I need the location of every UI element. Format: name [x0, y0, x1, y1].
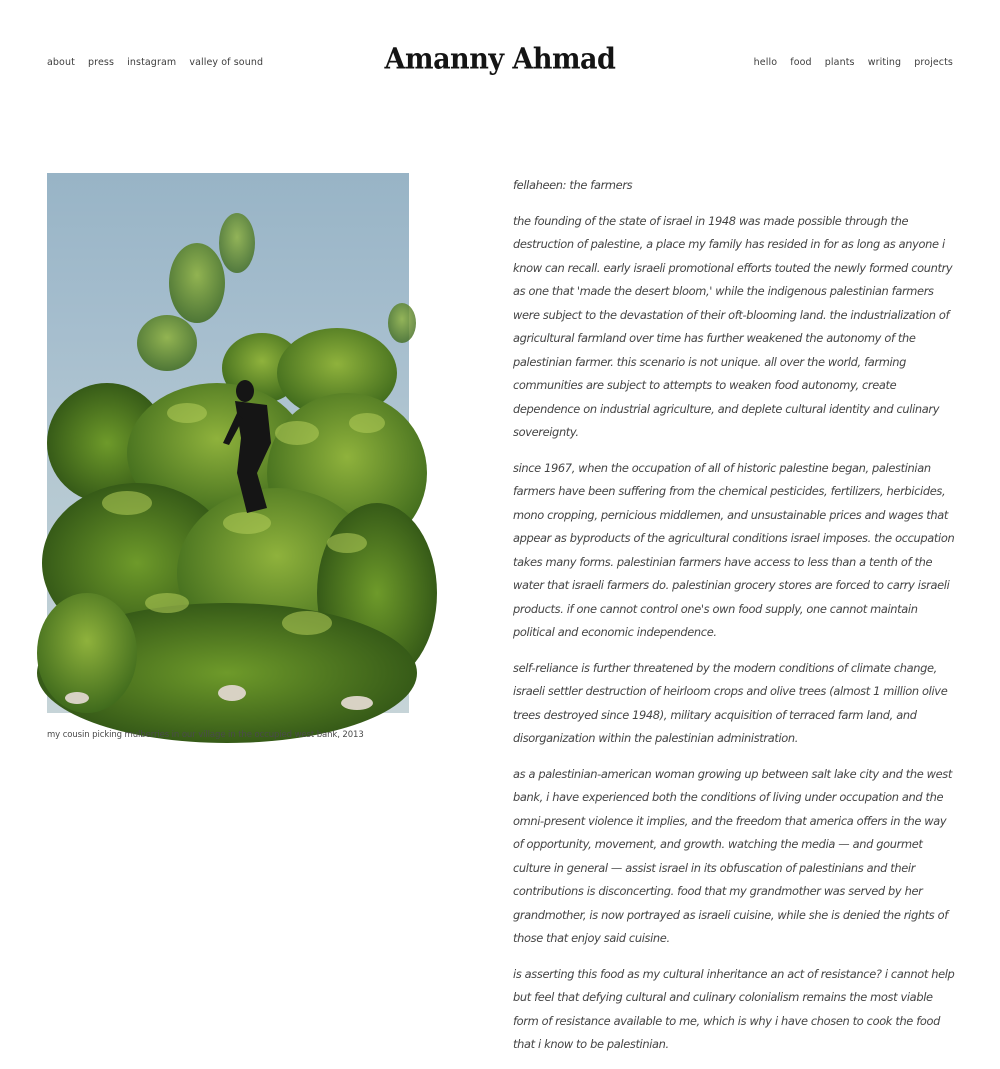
photo-caption: my cousin picking mulberries in our village in the occupied west bank, 2013	[47, 730, 364, 740]
site-header	[0, 0, 1000, 120]
nav-link-plants[interactable]: plants	[824, 57, 855, 68]
site-logo[interactable]: Amanny Ahmad	[384, 42, 616, 77]
photo-illustration	[47, 173, 409, 713]
nav-link-food[interactable]: food	[790, 57, 812, 68]
nav-link-press[interactable]: press	[88, 57, 115, 68]
article-paragraph: the founding of the state of israel in 1948 was made possible through the destruction of palestine, a place my family has resided in for as long as anyone i know can recall. early israeli promotional efforts touted the newly formed country as one that 'made the desert bloom,' while the indigenous palestinian farmers were subject to the devastation of their oft-blooming land. the industrialization of agricultural farmland over time has further weakened the autonomy of the palestinian farmer. this scenario is not unique. all over the world, farming communities are subject to attempts to weaken food autonomy, create dependence on industrial agriculture, and deplete cultural identity and culinary sovereignty.	[513, 213, 953, 439]
nav-link-projects[interactable]: projects	[914, 57, 953, 68]
article-title: fellaheen: the farmers	[513, 178, 633, 192]
mulberry-tree-photo	[47, 173, 409, 713]
article-paragraph: is asserting this food as my cultural inheritance an act of resistance? i cannot help but feel that defying cultural and culinary colonialism remains the most viable form of resistance available to me, which is why i have chosen to cook the food that i know to be palestinian.	[513, 966, 955, 1051]
article-paragraph: as a palestinian-american woman growing up between salt lake city and the west bank, i have experienced both the conditions of living under occupation and the omni-present violence it implies, and the freedom that america offers in the way of opportunity, movement, and growth. watching the media — and gourmet culture in general — assist israel in its obfuscation of palestinians and their contributions is disconcerting. food that my grandmother was served by her grandmother, is now portrayed as israeli cuisine, while she is denied the rights of those that enjoy said cuisine.	[513, 766, 952, 945]
nav-link-valley-of-sound[interactable]: valley of sound	[189, 57, 264, 68]
nav-right	[744, 57, 953, 68]
nav-link-about[interactable]: about	[47, 57, 75, 68]
nav-link-hello[interactable]: hello	[753, 57, 778, 68]
nav-link-instagram[interactable]: instagram	[127, 57, 177, 68]
foliage	[37, 213, 437, 743]
article-paragraph: self-reliance is further threatened by the modern conditions of climate change, israeli settler destruction of heirloom crops and olive trees (almost 1 million olive trees destroyed since 1948), military acquisition of terraced farm land, and disorganization within the palestinian administration.	[513, 660, 948, 745]
nav-link-writing[interactable]: writing	[867, 57, 902, 68]
article	[513, 174, 958, 1069]
article-paragraph: since 1967, when the occupation of all of historic palestine began, palestinian farmers have been suffering from the chemical pesticides, fertilizers, herbicides, mono cropping, pernicious middlemen, and unsustainable prices and wages that appear as byproducts of the agricultural conditions israel imposes. the occupation takes many forms. palestinian farmers have access to less than a tenth of the water that israeli farmers do. palestinian grocery stores are forced to carry israeli products. if one cannot control one's own food supply, one cannot maintain political and economic independence.	[513, 460, 955, 639]
